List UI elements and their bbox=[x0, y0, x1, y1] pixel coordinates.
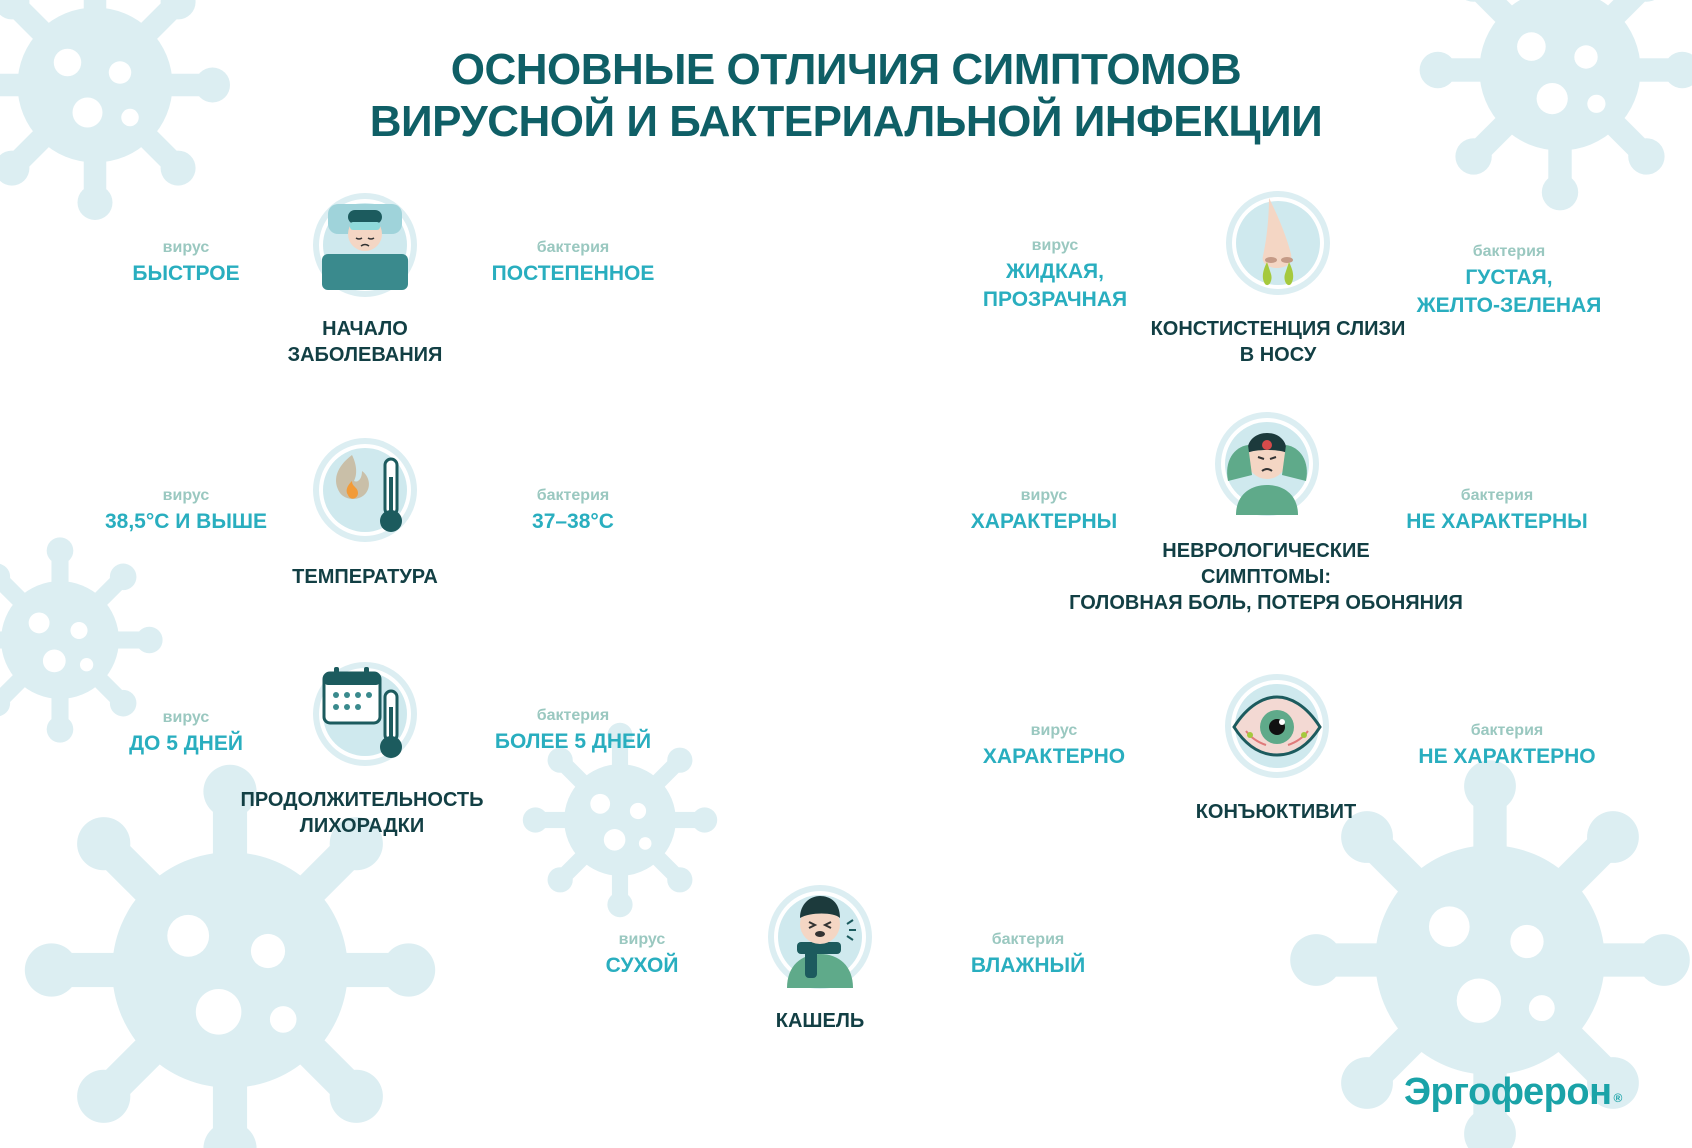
bacteria-value: БОЛЕЕ 5 ДНЕЙ bbox=[494, 730, 652, 753]
sick-person-in-bed-icon bbox=[312, 192, 418, 298]
mucus-virus-label bbox=[983, 236, 1127, 314]
bacteria-value: ВЛАЖНЫЙ bbox=[970, 954, 1086, 977]
virus-value: 38,5°С И ВЫШЕ bbox=[104, 510, 268, 533]
onset-bacteria-label bbox=[492, 238, 655, 288]
virus-value: ЖИДКАЯ, ПРОЗРАЧНАЯ bbox=[982, 260, 1128, 311]
cough-caption: КАШЕЛЬ bbox=[775, 1010, 865, 1032]
thermometer-fire-icon bbox=[312, 437, 418, 543]
virus-value: ХАРАКТЕРНО bbox=[982, 745, 1126, 768]
virus-tag: вирус bbox=[162, 487, 210, 504]
bacteria-tag: бактерия bbox=[536, 239, 610, 256]
bacteria-tag: бактерия bbox=[536, 487, 610, 504]
bacteria-value: 37–38°С bbox=[532, 510, 614, 533]
calendar-thermometer-icon bbox=[312, 661, 418, 767]
bacteria-value: ГУСТАЯ, ЖЕЛТО-ЗЕЛЕНАЯ bbox=[1416, 266, 1602, 317]
conjunctivitis-caption: КОНЪЮКТИВИТ bbox=[1195, 801, 1357, 823]
conjunctivitis-virus-label bbox=[983, 721, 1125, 771]
headache-person-icon bbox=[1214, 411, 1320, 517]
neuro-virus-label bbox=[971, 486, 1117, 536]
bacteria-tag: бактерия bbox=[1460, 487, 1534, 504]
onset-virus-label bbox=[132, 238, 239, 288]
virus-tag: вирус bbox=[618, 931, 666, 948]
registered-mark: ® bbox=[1613, 1091, 1622, 1105]
neuro-caption: НЕВРОЛОГИЧЕСКИЕ СИМПТОМЫ: ГОЛОВНАЯ БОЛЬ, ПОТЕРЯ ОБОНЯНИЯ bbox=[1069, 540, 1463, 614]
title-line-2: ВИРУСНОЙ И БАКТЕРИАЛЬНОЙ ИНФЕКЦИИ bbox=[369, 97, 1323, 146]
conjunctivitis-bacteria-label bbox=[1418, 721, 1595, 771]
fever-caption: ПРОДОЛЖИТЕЛЬНОСТЬ ЛИХОРАДКИ bbox=[240, 789, 484, 837]
runny-nose-icon bbox=[1225, 190, 1331, 296]
mucus-bacteria-label bbox=[1417, 242, 1602, 320]
title-line-1: ОСНОВНЫЕ ОТЛИЧИЯ СИМПТОМОВ bbox=[450, 45, 1242, 94]
virus-value: ДО 5 ДНЕЙ bbox=[129, 732, 243, 755]
virus-value: СУХОЙ bbox=[605, 954, 679, 977]
fever-bacteria-label bbox=[495, 706, 651, 756]
bacteria-value: НЕ ХАРАКТЕРНЫ bbox=[1406, 510, 1588, 533]
virus-tag: вирус bbox=[1030, 722, 1078, 739]
red-eye-icon bbox=[1224, 673, 1330, 779]
temperature-caption: ТЕМПЕРАТУРА bbox=[292, 566, 438, 588]
virus-tag: вирус bbox=[162, 239, 210, 256]
bacteria-tag: бактерия bbox=[1470, 722, 1544, 739]
bacteria-tag: бактерия bbox=[1472, 243, 1546, 260]
bacteria-tag: бактерия bbox=[991, 931, 1065, 948]
virus-value: ХАРАКТЕРНЫ bbox=[970, 510, 1118, 533]
brand-logo bbox=[1404, 1070, 1622, 1114]
virus-value: БЫСТРОЕ bbox=[132, 262, 240, 285]
temperature-virus-label bbox=[105, 486, 267, 536]
bacteria-value: НЕ ХАРАКТЕРНО bbox=[1418, 745, 1596, 768]
brand-name: Эргоферон bbox=[1404, 1071, 1612, 1113]
virus-tag: вирус bbox=[1031, 237, 1079, 254]
page-title bbox=[0, 44, 1692, 148]
virus-tag: вирус bbox=[162, 709, 210, 726]
virus-tag: вирус bbox=[1020, 487, 1068, 504]
cough-virus-label bbox=[606, 930, 679, 980]
bacteria-value: ПОСТЕПЕННОЕ bbox=[491, 262, 655, 285]
temperature-bacteria-label bbox=[532, 486, 614, 536]
cough-bacteria-label bbox=[971, 930, 1085, 980]
onset-caption: НАЧАЛО ЗАБОЛЕВАНИЯ bbox=[287, 318, 443, 366]
neuro-bacteria-label bbox=[1406, 486, 1587, 536]
mucus-caption: КОНСТИСТЕНЦИЯ СЛИЗИ В НОСУ bbox=[1150, 318, 1406, 366]
coughing-person-icon bbox=[767, 884, 873, 990]
bacteria-tag: бактерия bbox=[536, 707, 610, 724]
fever-virus-label bbox=[129, 708, 243, 758]
